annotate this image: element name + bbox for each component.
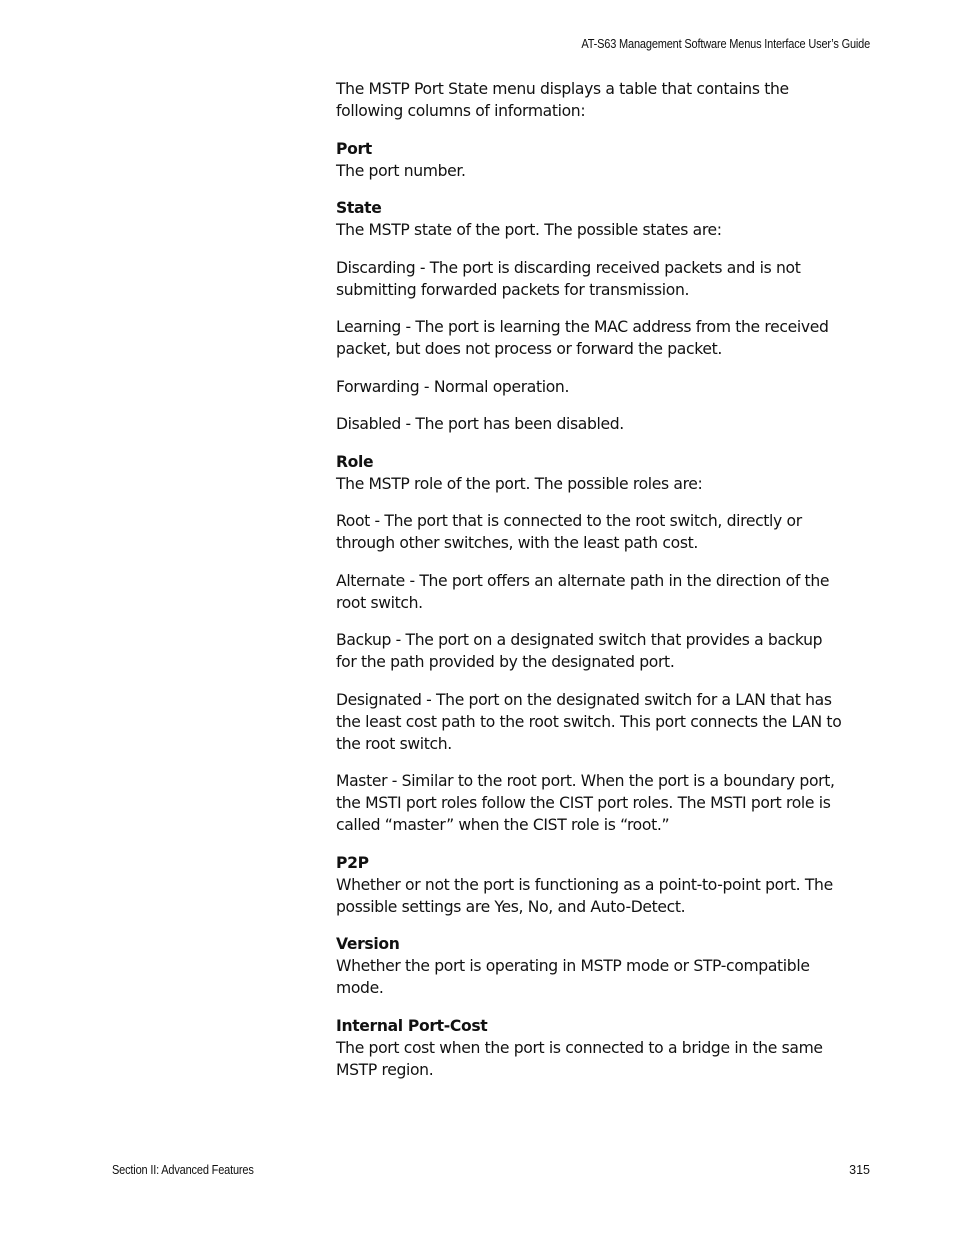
section-heading: P2P — [336, 853, 369, 872]
section-paragraph: The MSTP role of the port. The possible roles are: — [336, 474, 703, 493]
section-paragraph: The MSTP state of the port. The possible states are: — [336, 221, 722, 239]
section-paragraph: Master - Similar to the root port. When the port is a boundary port, the MSTI port roles follow the CIST port roles. The MSTI port role is called “master” when the CIST role is “root.” — [336, 772, 835, 834]
page-number: 315 — [849, 1163, 870, 1177]
section-version — [336, 933, 846, 999]
section-heading: Internal Port-Cost — [336, 1016, 488, 1035]
section-internal-port-cost — [336, 1015, 846, 1081]
section-role — [336, 451, 846, 837]
section-paragraph: Learning - The port is learning the MAC address from the received packet, but does not process or forward the packet. — [336, 318, 829, 358]
section-paragraph: Designated - The port on the designated switch for a LAN that has the least cost path to the root switch. This port connects the LAN to the root switch. — [336, 690, 842, 753]
section-heading: State — [336, 199, 382, 217]
section-p2p — [336, 852, 846, 918]
section-paragraph: Disabled - The port has been disabled. — [336, 415, 624, 433]
page-body — [336, 78, 846, 1096]
section-heading: Port — [336, 139, 372, 158]
section-paragraph: Backup - The port on a designated switch that provides a backup for the path provided by the designated port. — [336, 631, 823, 671]
section-paragraph: Forwarding - Normal operation. — [336, 377, 570, 396]
section-paragraph: Whether the port is operating in MSTP mode or STP-compatible mode. — [336, 957, 810, 997]
section-paragraph: Discarding - The port is discarding received packets and is not submitting forwarded packets for transmission. — [336, 258, 801, 299]
intro-paragraph: The MSTP Port State menu displays a table that contains the following columns of information: — [336, 80, 789, 120]
footer-section-label: Section II: Advanced Features — [112, 1163, 254, 1177]
section-paragraph: Alternate - The port offers an alternate path in the direction of the root switch. — [336, 571, 830, 612]
section-port — [336, 138, 846, 182]
section-paragraph: The port cost when the port is connected to a bridge in the same MSTP region. — [336, 1038, 823, 1079]
section-heading: Role — [336, 452, 374, 471]
section-state — [336, 197, 846, 435]
section-paragraph: The port number. — [336, 161, 466, 180]
section-paragraph: Root - The port that is connected to the root switch, directly or through other switches, with the least path cost. — [336, 512, 802, 552]
section-heading: Version — [336, 935, 400, 953]
section-paragraph: Whether or not the port is functioning as a point-to-point port. The possible settings are Yes, No, and Auto-Detect. — [336, 875, 833, 916]
running-header: AT-S63 Management Software Menus Interface User’s Guide — [581, 37, 870, 51]
